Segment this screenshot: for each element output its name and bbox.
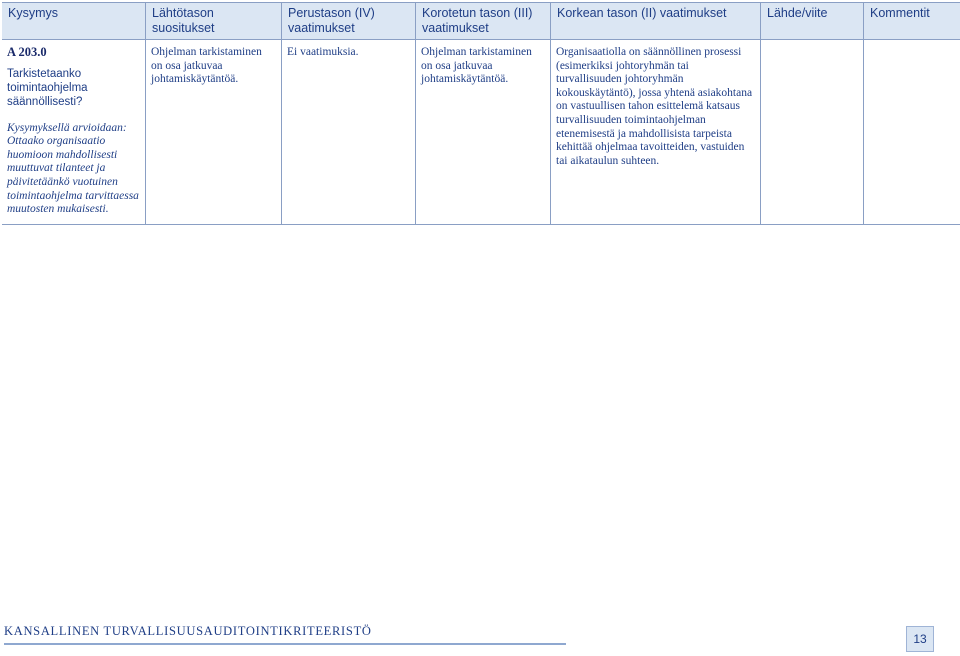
page-number: 13 — [906, 626, 934, 652]
elevated-level-cell: Ohjelman tarkistaminen on osa jatkuvaa johtamiskäytäntöä. — [416, 40, 551, 225]
question-id: A 203.0 — [7, 45, 47, 59]
question-title: Tarkistetaanko toimintaohjelma säännöllisesti? — [7, 67, 88, 108]
header-baseline: Lähtötason suositukset — [146, 3, 282, 40]
header-source: Lähde/viite — [761, 3, 864, 40]
high-level-cell: Organisaatiolla on säännöllinen prosessi (esimerkiksi johtoryhmän tai turvallisuuden johtoryhmän kokouskäytäntö), jossa yhtenä asiakohtana on vastuullisen tahon esittelemä katsaus turvallisuuden toimintaohjelman etenemisestä ja mahdollisista tarpeista kehittää ohjelmaa tavoitteiden, vastuiden tai aikataulun suhteen. — [551, 40, 761, 225]
header-comments: Kommentit — [864, 3, 960, 40]
basic-level-cell: Ei vaatimuksia. — [282, 40, 416, 225]
header-question: Kysymys — [2, 3, 146, 40]
source-cell — [761, 40, 864, 225]
criteria-table — [2, 2, 960, 225]
comments-cell — [864, 40, 960, 225]
header-elevated-level: Korotetun tason (III) vaatimukset — [416, 3, 551, 40]
header-basic-level: Perustason (IV) vaatimukset — [282, 3, 416, 40]
footer-divider — [4, 643, 566, 645]
footer-title: KANSALLINEN TURVALLISUUSAUDITOINTIKRITEERISTÖ — [4, 624, 372, 638]
table-row — [2, 40, 960, 225]
question-description: Kysymyksellä arvioidaan: Ottaako organisaatio huomioon mahdollisesti muuttuvat tilanteet ja päivitetäänkö vuotuinen toimintaohjelma tarvittaessa muutosten mukaisesti. — [7, 121, 139, 216]
question-cell — [2, 40, 146, 225]
header-row — [2, 3, 960, 40]
baseline-cell: Ohjelman tarkistaminen on osa jatkuvaa johtamiskäytäntöä. — [146, 40, 282, 225]
header-high-level: Korkean tason (II) vaatimukset — [551, 3, 761, 40]
